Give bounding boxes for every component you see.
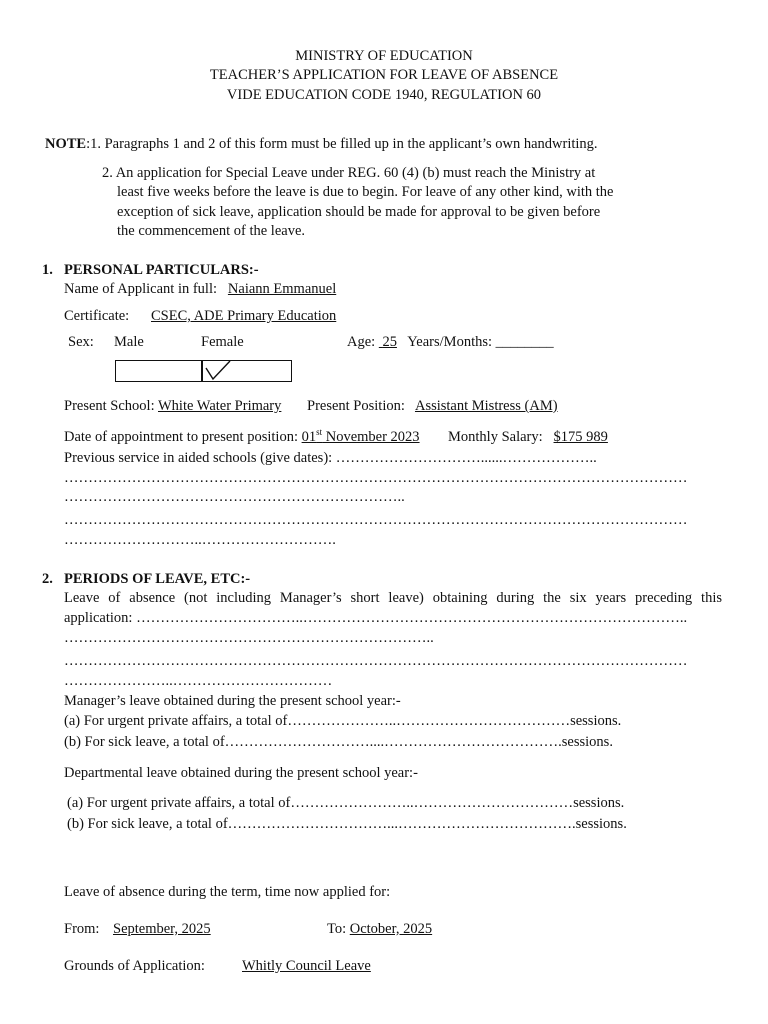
section-2-number: 2. — [42, 571, 53, 587]
certificate-field[interactable]: CSEC, ADE Primary Education — [151, 308, 337, 324]
note-item-1 — [45, 135, 598, 154]
previous-service-line-2[interactable]: …………………………………………………………….. — [64, 489, 405, 505]
form-title: TEACHER’S APPLICATION FOR LEAVE OF ABSENCE — [209, 67, 559, 83]
note-label: NOTE — [45, 136, 87, 152]
age-field[interactable]: 25 — [382, 334, 397, 350]
applicant-name-label: Name of Applicant in full: — [64, 281, 218, 297]
certificate-label: Certificate: — [64, 308, 130, 324]
section-1-title: PERSONAL PARTICULARS:- — [64, 262, 259, 278]
note-item-1-text: :1. Paragraphs 1 and 2 of this form must be filled up in the applicant’s own handwriting. — [86, 136, 598, 152]
departmental-leave-title: Departmental leave obtained during the present school year:- — [64, 765, 418, 781]
to-label: To: — [327, 921, 347, 937]
appointment-label: Date of appointment to present position: — [64, 429, 298, 445]
salary-label: Monthly Salary: — [448, 429, 543, 445]
previous-service-line-1[interactable]: ………………………………………………………………………………………………………………… — [64, 470, 688, 486]
note-item-2-line-4: the commencement of the leave. — [117, 223, 306, 239]
note-item-2-line-2: least five weeks before the leave is due to begin. For leave of any other kind, with the — [117, 184, 614, 200]
manager-urgent-affairs-row[interactable]: (a) For urgent private affairs, a total of…………………..………………………………sessions. — [64, 713, 622, 729]
age-label: Age: — [347, 334, 376, 350]
ministry-heading: MINISTRY OF EDUCATION — [295, 48, 473, 64]
position-field[interactable]: Assistant Mistress (AM) — [414, 398, 558, 414]
regulation-subtitle: VIDE EDUCATION CODE 1940, REGULATION 60 — [226, 87, 542, 103]
previous-service-line-4[interactable]: ………………………..………………………. — [64, 532, 336, 548]
appointment-field[interactable]: 01st November 2023 — [301, 427, 420, 445]
leave-line-3[interactable]: ………………………………………………………………….. — [64, 630, 434, 646]
checkmark-icon — [204, 358, 234, 382]
school-label: Present School: — [64, 398, 155, 414]
grounds-field[interactable]: Whitly Council Leave — [242, 958, 371, 974]
departmental-urgent-affairs-row[interactable]: (a) For urgent private affairs, a total of……………………..……………………………sessions. — [67, 795, 625, 811]
from-label: From: — [64, 921, 100, 937]
years-months-label: Years/Months: ________ — [407, 334, 554, 350]
manager-leave-title: Manager’s leave obtained during the present school year:- — [64, 693, 401, 709]
from-date-field[interactable]: September, 2025 — [113, 921, 211, 937]
salary-row — [448, 428, 608, 447]
appointment-row — [64, 428, 420, 447]
manager-sick-leave-row[interactable]: (b) For sick leave, a total of…………………………....……………………………….sessions. — [64, 734, 613, 750]
position-label: Present Position: — [307, 398, 405, 414]
position-row — [307, 397, 558, 416]
leave-text-line-1: Leave of absence (not including Manager’s short leave) obtaining during the six years preceding this — [64, 590, 722, 606]
female-checkbox[interactable] — [201, 360, 292, 382]
note-item-2-line-3: exception of sick leave, application should be made for approval to be given before — [117, 204, 601, 220]
school-row — [64, 397, 281, 416]
salary-field[interactable]: $175 989 — [553, 429, 608, 445]
age-row — [347, 333, 554, 352]
previous-service-line-3[interactable]: ………………………………………………………………………………………………………………… — [64, 512, 688, 528]
leave-line-4[interactable]: ………………………………………………………………………………………………………………… — [64, 653, 688, 669]
leave-line-5[interactable]: …………………..…………………………… — [64, 673, 333, 689]
male-label: Male — [114, 334, 144, 350]
to-date-field[interactable]: October, 2025 — [349, 921, 433, 937]
leave-text-line-2[interactable]: application: ……………………………..…………………………………………………………………….. — [64, 610, 688, 626]
previous-service-label: Previous service in aided schools (give dates): …………………………......……………….. — [64, 450, 597, 466]
grounds-label: Grounds of Application: — [64, 958, 205, 974]
note-item-2-line-1: 2. An application for Special Leave under REG. 60 (4) (b) must reach the Ministry at — [102, 165, 596, 181]
section-1-number: 1. — [42, 262, 53, 278]
school-field[interactable]: White Water Primary — [158, 398, 282, 414]
term-leave-label: Leave of absence during the term, time now applied for: — [64, 884, 391, 900]
departmental-sick-leave-row[interactable]: (b) For sick leave, a total of……………………………...……………………………….sessions. — [67, 816, 627, 832]
to-row — [327, 920, 432, 939]
applicant-name-field[interactable]: Naiann Emmanuel — [227, 281, 337, 297]
section-2-title: PERIODS OF LEAVE, ETC:- — [64, 571, 251, 587]
female-label: Female — [201, 334, 244, 350]
applicant-name-row — [64, 280, 336, 299]
male-checkbox[interactable] — [115, 360, 203, 382]
sex-label: Sex: — [68, 334, 94, 350]
